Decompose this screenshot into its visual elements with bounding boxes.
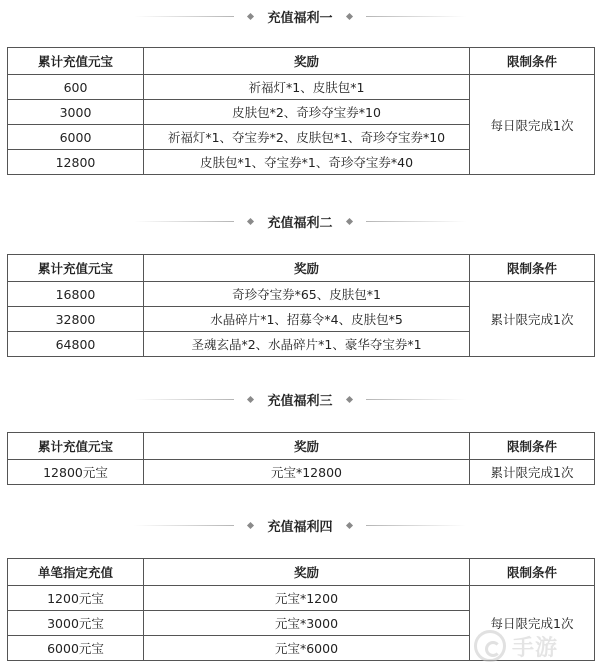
limit-cell: 每日限完成1次	[470, 586, 595, 661]
title-divider-right	[366, 16, 466, 17]
limit-cell: 累计限完成1次	[470, 282, 595, 357]
title-divider-left	[134, 399, 234, 400]
title-divider-right	[366, 525, 466, 526]
diamond-icon	[247, 12, 254, 19]
header-amount: 累计充值元宝	[8, 255, 144, 282]
amount-cell: 3000元宝	[8, 611, 144, 636]
diamond-icon	[247, 217, 254, 224]
header-amount: 累计充值元宝	[8, 433, 144, 460]
reward-cell: 元宝*3000	[144, 611, 470, 636]
section-title-text: 充值福利四	[267, 519, 333, 535]
reward-cell: 元宝*1200	[144, 586, 470, 611]
table-row	[8, 75, 595, 100]
reward-table-3	[7, 432, 595, 485]
title-divider-left	[134, 221, 234, 222]
table-header-row	[8, 559, 595, 586]
header-amount: 单笔指定充值	[8, 559, 144, 586]
section-title-3	[0, 389, 600, 409]
amount-cell: 1200元宝	[8, 586, 144, 611]
amount-cell: 32800	[8, 307, 144, 332]
title-divider-right	[366, 399, 466, 400]
limit-cell: 累计限完成1次	[470, 460, 595, 485]
amount-cell: 600	[8, 75, 144, 100]
watermark	[474, 627, 594, 665]
title-divider-right	[366, 221, 466, 222]
table-row	[8, 586, 595, 611]
diamond-icon	[345, 395, 352, 402]
limit-cell: 每日限完成1次	[470, 75, 595, 175]
reward-cell: 水晶碎片*1、招募令*4、皮肤包*5	[144, 307, 470, 332]
table-header-row	[8, 433, 595, 460]
header-reward: 奖励	[144, 559, 470, 586]
section-title-text: 充值福利一	[267, 10, 333, 26]
reward-cell: 圣魂玄晶*2、水晶碎片*1、豪华夺宝券*1	[144, 332, 470, 357]
header-reward: 奖励	[144, 255, 470, 282]
diamond-icon	[247, 395, 254, 402]
header-reward: 奖励	[144, 48, 470, 75]
table-header-row	[8, 48, 595, 75]
amount-cell: 64800	[8, 332, 144, 357]
section-title-text: 充值福利三	[267, 393, 333, 409]
section-title-text: 充值福利二	[267, 215, 333, 231]
game-logo-icon	[474, 630, 506, 662]
table-header-row	[8, 255, 595, 282]
amount-cell: 6000	[8, 125, 144, 150]
header-limit: 限制条件	[470, 559, 595, 586]
header-limit: 限制条件	[470, 48, 595, 75]
reward-cell: 祈福灯*1、皮肤包*1	[144, 75, 470, 100]
section-title-4	[0, 515, 600, 535]
section-title-2	[0, 211, 600, 231]
reward-cell: 皮肤包*2、奇珍夺宝券*10	[144, 100, 470, 125]
reward-cell: 奇珍夺宝券*65、皮肤包*1	[144, 282, 470, 307]
table-row	[8, 282, 595, 307]
title-divider-left	[134, 525, 234, 526]
reward-cell: 元宝*6000	[144, 636, 470, 661]
diamond-icon	[247, 521, 254, 528]
diamond-icon	[345, 217, 352, 224]
header-reward: 奖励	[144, 433, 470, 460]
header-limit: 限制条件	[470, 433, 595, 460]
reward-cell: 祈福灯*1、夺宝券*2、皮肤包*1、奇珍夺宝券*10	[144, 125, 470, 150]
title-divider-left	[134, 16, 234, 17]
header-amount: 累计充值元宝	[8, 48, 144, 75]
reward-table-2	[7, 254, 595, 357]
header-limit: 限制条件	[470, 255, 595, 282]
reward-table-1	[7, 47, 595, 175]
diamond-icon	[345, 12, 352, 19]
amount-cell: 12800元宝	[8, 460, 144, 485]
diamond-icon	[345, 521, 352, 528]
amount-cell: 12800	[8, 150, 144, 175]
reward-cell: 元宝*12800	[144, 460, 470, 485]
reward-cell: 皮肤包*1、夺宝券*1、奇珍夺宝券*40	[144, 150, 470, 175]
table-row	[8, 460, 595, 485]
watermark-text: 手游	[512, 635, 559, 661]
amount-cell: 16800	[8, 282, 144, 307]
amount-cell: 6000元宝	[8, 636, 144, 661]
section-title-1	[0, 6, 600, 26]
amount-cell: 3000	[8, 100, 144, 125]
